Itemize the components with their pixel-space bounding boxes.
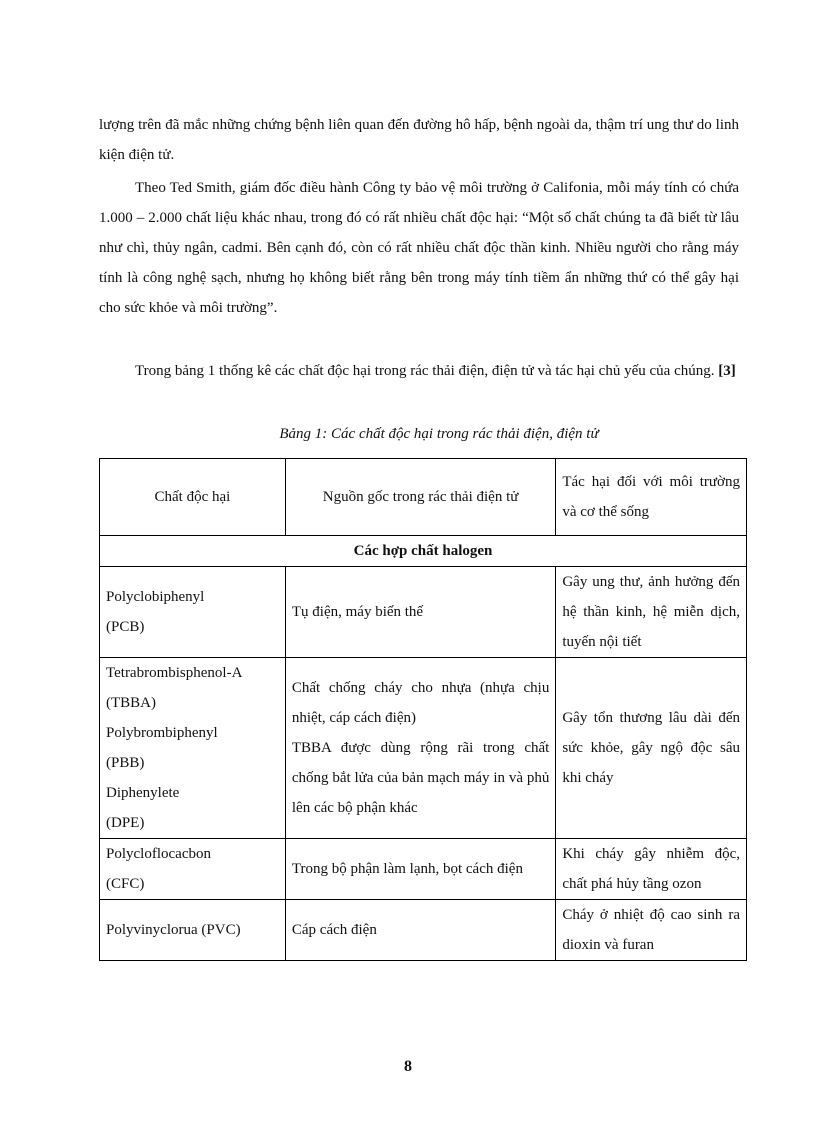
source-cell <box>285 900 555 961</box>
paragraph-3 <box>99 356 739 386</box>
effect-cell: Khi cháy gây nhiễm độc, chất phá hủy tầng ozon <box>556 839 747 900</box>
table-caption: Bảng 1: Các chất độc hại trong rác thải điện, điện tử <box>279 426 599 442</box>
table-row <box>100 567 747 658</box>
substance-cell <box>100 658 286 839</box>
source-text: TBBA được dùng rộng rãi trong chất chống bắt lửa của bản mạch máy in và phủ lên các bộ phận khác <box>291 740 550 816</box>
substance-name: Polyvinyclorua (PVC) <box>106 922 241 938</box>
substance-name: Polybrombiphenyl <box>106 725 218 741</box>
substance-cell <box>100 900 286 961</box>
substance-name: Tetrabrombisphenol-A <box>106 665 243 681</box>
toxic-substances-table <box>99 458 747 961</box>
citation-ref: [3] <box>718 363 736 379</box>
substance-name: Polycloflocacbon <box>106 846 211 862</box>
source-text: Tụ điện, máy biến thế <box>291 604 424 620</box>
effect-cell: Gây ung thư, ảnh hưởng đến hệ thần kinh, hệ miễn dịch, tuyến nội tiết <box>556 567 747 658</box>
substance-abbrev: (DPE) <box>106 815 145 831</box>
header-substance: Chất độc hại <box>100 459 286 536</box>
substance-name: Polyclobiphenyl <box>106 589 205 605</box>
source-text: Trong bộ phận làm lạnh, bọt cách điện <box>291 861 523 877</box>
paragraph-2: Theo Ted Smith, giám đốc điều hành Công ty bảo vệ môi trường ở Califonia, mỗi máy tính có chứa 1.000 – 2.000 chất liệu khác nhau, trong đó có rất nhiều chất độc hại: “Một số chất chúng ta đã biết từ lâu như chì, thủy ngân, cadmi. Bên cạnh đó, còn có rất nhiều chất độc thần kinh. Nhiều người cho rằng máy tính là công nghệ sạch, nhưng họ không biết rằng bên trong máy tính tiềm ẩn những thứ có thể gây hại cho sức khỏe và môi trường”. <box>99 180 739 316</box>
table-row <box>100 900 747 961</box>
substance-abbrev: (PCB) <box>106 619 145 635</box>
substance-cell <box>100 839 286 900</box>
paragraph-3-text: Trong bảng 1 thống kê các chất độc hại trong rác thải điện, điện tử và tác hại chủ yếu của chúng. <box>135 363 715 379</box>
substance-abbrev: (PBB) <box>106 755 145 771</box>
table-row <box>100 658 747 839</box>
effect-cell: Gây tổn thương lâu dài đến sức khỏe, gây ngộ độc sâu khi cháy <box>556 658 747 839</box>
group-halogen: Các hợp chất halogen <box>100 536 747 567</box>
substance-name: Diphenylete <box>106 785 180 801</box>
source-cell <box>285 658 555 839</box>
source-cell <box>285 567 555 658</box>
substance-cell <box>100 567 286 658</box>
substance-abbrev: (CFC) <box>106 876 145 892</box>
source-text: Cáp cách điện <box>291 922 377 938</box>
substance-abbrev: (TBBA) <box>106 695 156 711</box>
table-group-row <box>100 536 747 567</box>
table-row <box>100 839 747 900</box>
source-cell <box>285 839 555 900</box>
effect-cell: Cháy ở nhiệt độ cao sinh ra dioxin và furan <box>556 900 747 961</box>
header-source: Nguồn gốc trong rác thải điện tử <box>285 459 555 536</box>
paragraph-1: lượng trên đã mắc những chứng bệnh liên quan đến đường hô hấp, bệnh ngoài da, thậm trí ung thư do linh kiện điện tử. <box>99 117 739 163</box>
source-text: Chất chống cháy cho nhựa (nhựa chịu nhiệt, cáp cách điện) <box>291 680 550 726</box>
page-number: 8 <box>404 1058 412 1075</box>
header-effect: Tác hại đối với môi trường và cơ thể sống <box>556 459 747 536</box>
table-header-row <box>100 459 747 536</box>
